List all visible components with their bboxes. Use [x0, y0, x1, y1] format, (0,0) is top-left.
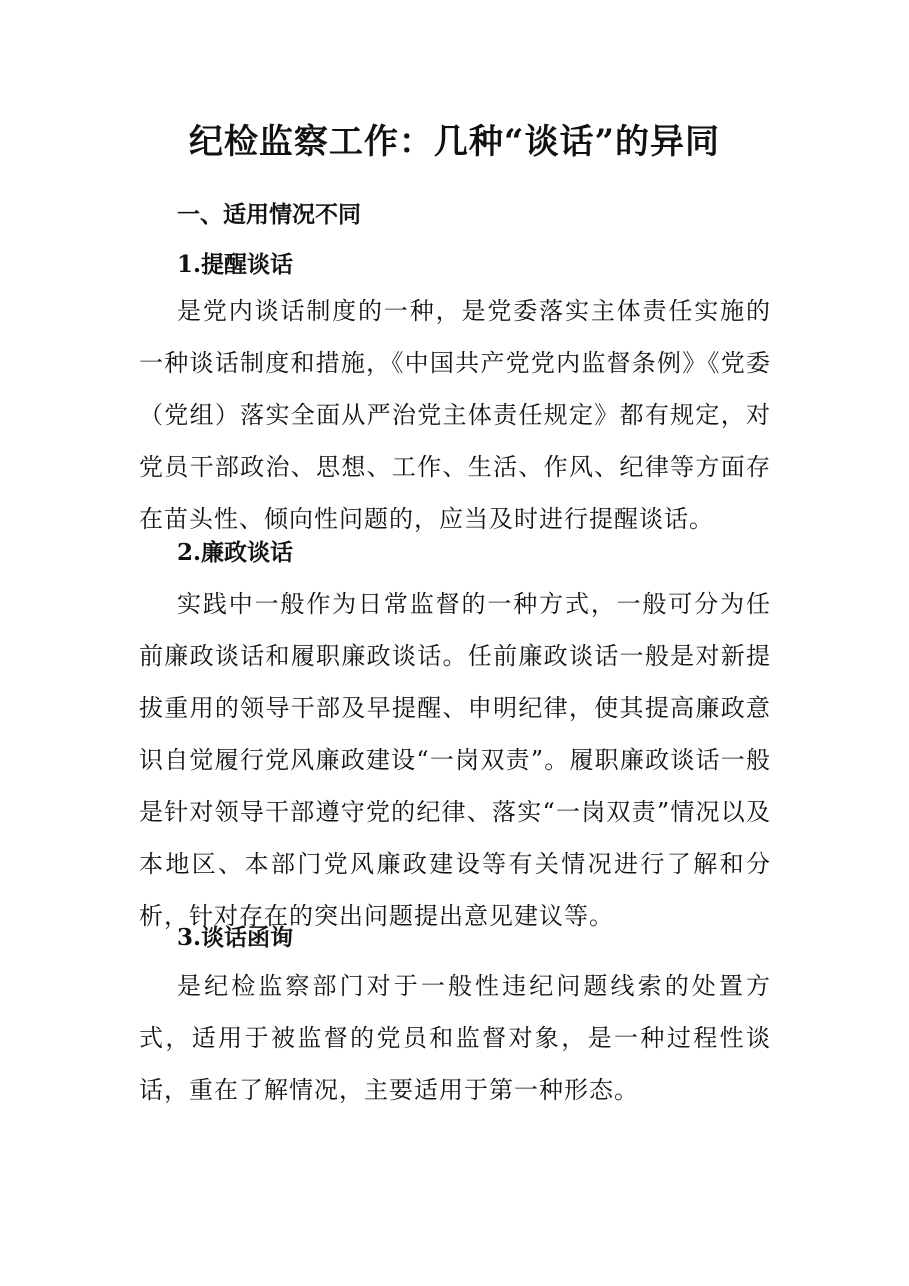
item-body-inquiry-talk: 是纪检监察部门对于一般性违纪问题线索的处置方式，适用于被监督的党员和监督对象，是一种过程性谈话，重在了解情况，主要适用于第一种形态。: [139, 972, 771, 1104]
item-heading-inquiry-talk: 3.谈话函询: [177, 924, 294, 951]
item-body-integrity-talk: 实践中一般作为日常监督的一种方式，一般可分为任前廉政谈话和履职廉政谈话。任前廉政谈话一般是对新提拔重用的领导干部及早提醒、申明纪律，使其提高廉政意识自觉履行党风廉政建设“一岗双责”。履职廉政谈话一般是针对领导干部遵守党的纪律、落实“一岗双责”情况以及本地区、本部门党风廉政建设等有关情况进行了解和分析，针对存在的突出问题提出意见建议等。: [139, 590, 771, 930]
section-heading: 一、适用情况不同: [177, 201, 361, 228]
item-body-reminder-talk: 是党内谈话制度的一种，是党委落实主体责任实施的一种谈话制度和措施，《中国共产党党内监督条例》《党委（党组）落实全面从严治党主体责任规定》都有规定，对党员干部政治、思想、工作、生活、作风、纪律等方面存在苗头性、倾向性问题的，应当及时进行提醒谈话。: [139, 297, 771, 533]
document-title: 纪检监察工作：几种“谈话”的异同: [188, 122, 721, 162]
item-heading-integrity-talk: 2.廉政谈话: [177, 539, 294, 566]
item-heading-reminder-talk: 1.提醒谈话: [177, 251, 294, 278]
